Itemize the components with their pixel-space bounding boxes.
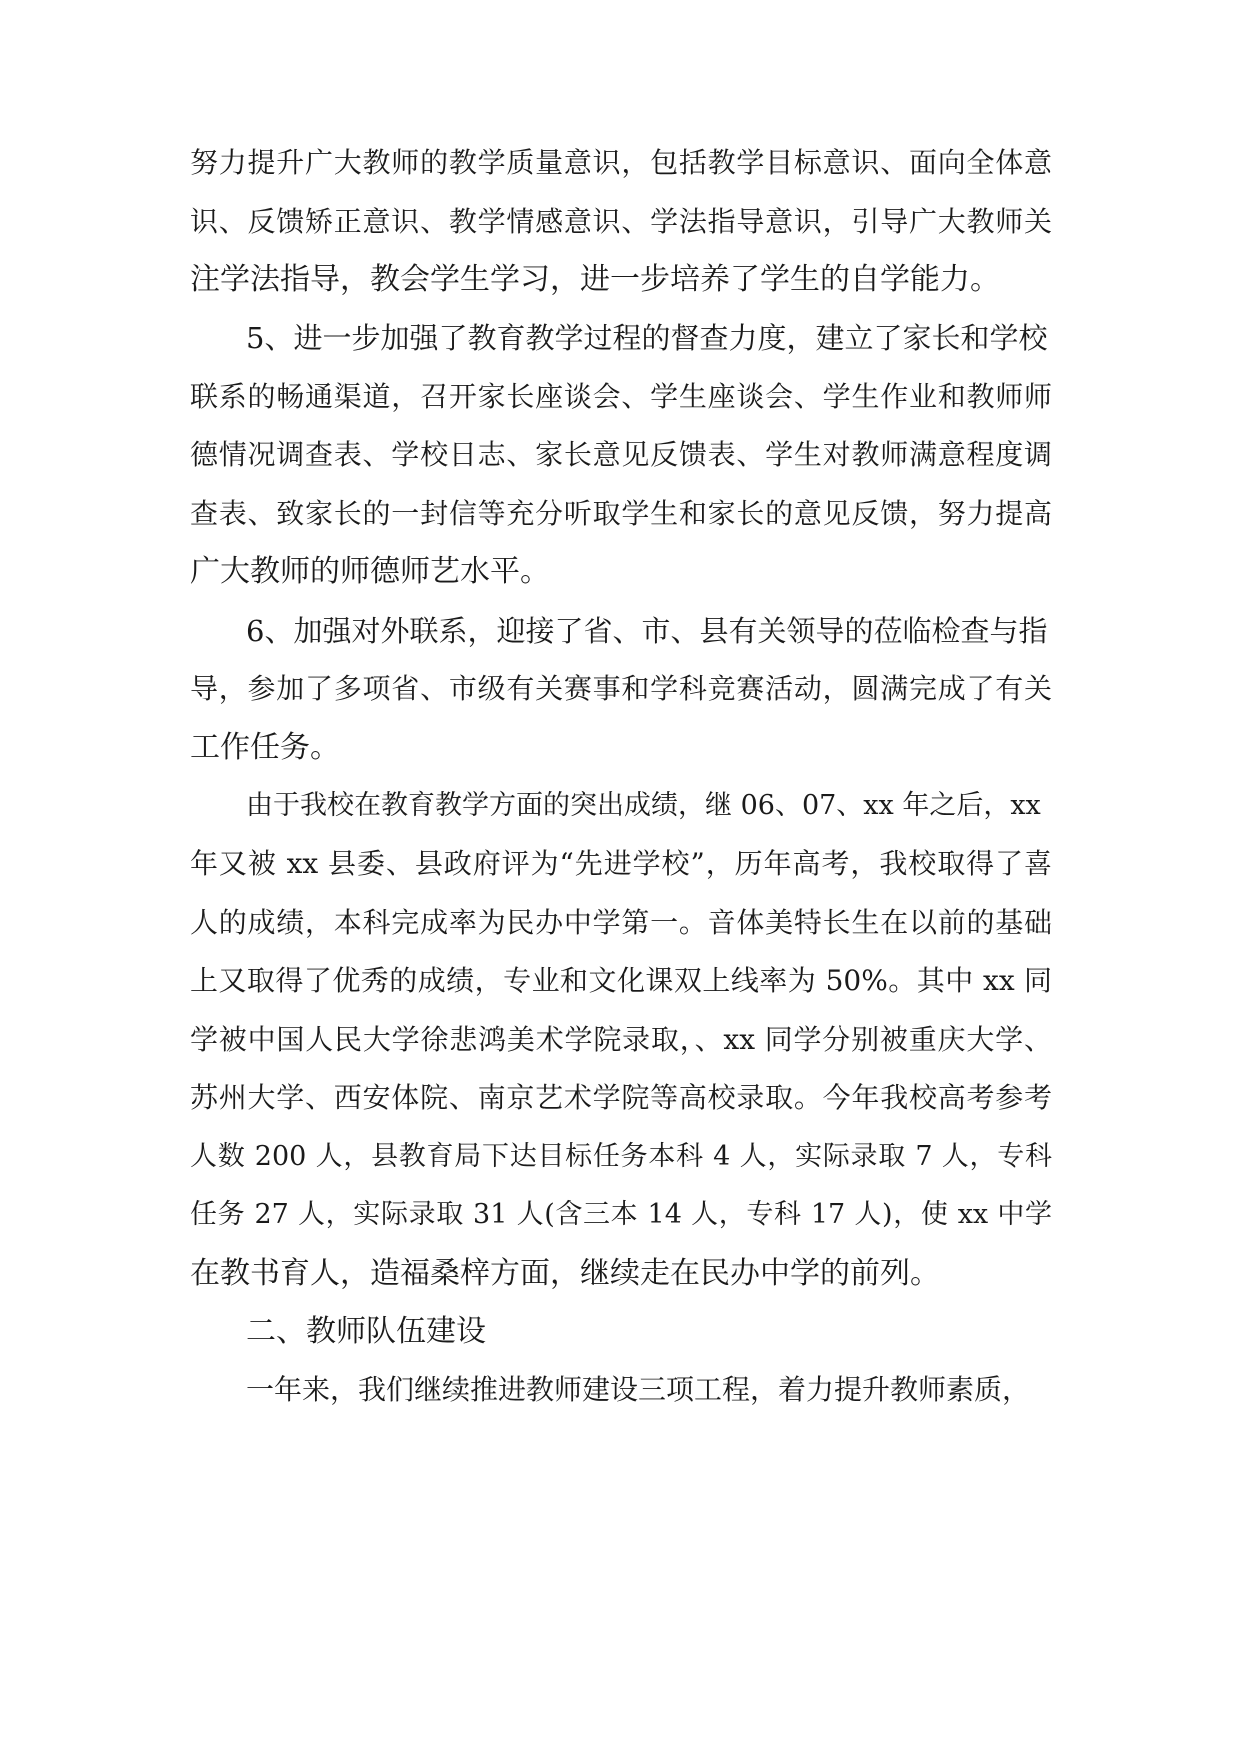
text-line: 一年来，我们继续推进教师建设三项工程，着力提升教师素质， [246,1373,1031,1406]
text-line: 学被中国人民大学徐悲鸿美术学院录取，、xx 同学分别被重庆大学、 [190,1023,1052,1056]
text-line: 年又被 xx 县委、县政府评为“先进学校”，历年高考，我校取得了喜 [190,847,1052,880]
text-line: 查表、致家长的一封信等充分听取学生和家长的意见反馈，努力提高 [190,497,1052,530]
text-line: 任务 27 人，实际录取 31 人(含三本 14 人，专科 17 人)，使 xx 中学 [190,1199,1052,1230]
text-line: 注学法指导，教会学生学习，进一步培养了学生的自学能力。 [190,262,1000,297]
text-line: 6、加强对外联系，迎接了省、市、县有关领导的莅临检查与指 [246,614,1048,648]
text-line: 努力提升广大教师的教学质量意识，包括教学目标意识、面向全体意 [190,146,1052,179]
text-line: 联系的畅通渠道，召开家长座谈会、学生座谈会、学生作业和教师师 [190,380,1052,413]
text-line: 广大教师的师德师艺水平。 [190,554,550,589]
text-line: 苏州大学、西安体院、南京艺术学院等高校录取。今年我校高考参考 [190,1081,1052,1114]
text-line: 识、反馈矫正意识、教学情感意识、学法指导意识，引导广大教师关 [190,205,1052,238]
text-line: 在教书育人，造福桑梓方面，继续走在民办中学的前列。 [190,1256,940,1291]
text-line: 人数 200 人，县教育局下达目标任务本科 4 人，实际录取 7 人，专科 [190,1141,1052,1172]
text-line: 由于我校在教育教学方面的突出成绩，继 06、07、xx 年之后，xx [246,790,1041,821]
text-line: 导，参加了多项省、市级有关赛事和学科竞赛活动，圆满完成了有关 [190,672,1052,705]
text-line: 工作任务。 [190,730,340,765]
text-line: 上又取得了优秀的成绩，专业和文化课双上线率为 50%。其中 xx 同 [190,964,1052,997]
text-line: 德情况调查表、学校日志、家长意见反馈表、学生对教师满意程度调 [190,438,1052,471]
section-heading: 二、教师队伍建设 [246,1314,486,1349]
text-line: 人的成绩，本科完成率为民办中学第一。音体美特长生在以前的基础 [190,906,1052,939]
text-line: 5、进一步加强了教育教学过程的督查力度，建立了家长和学校 [246,321,1048,355]
